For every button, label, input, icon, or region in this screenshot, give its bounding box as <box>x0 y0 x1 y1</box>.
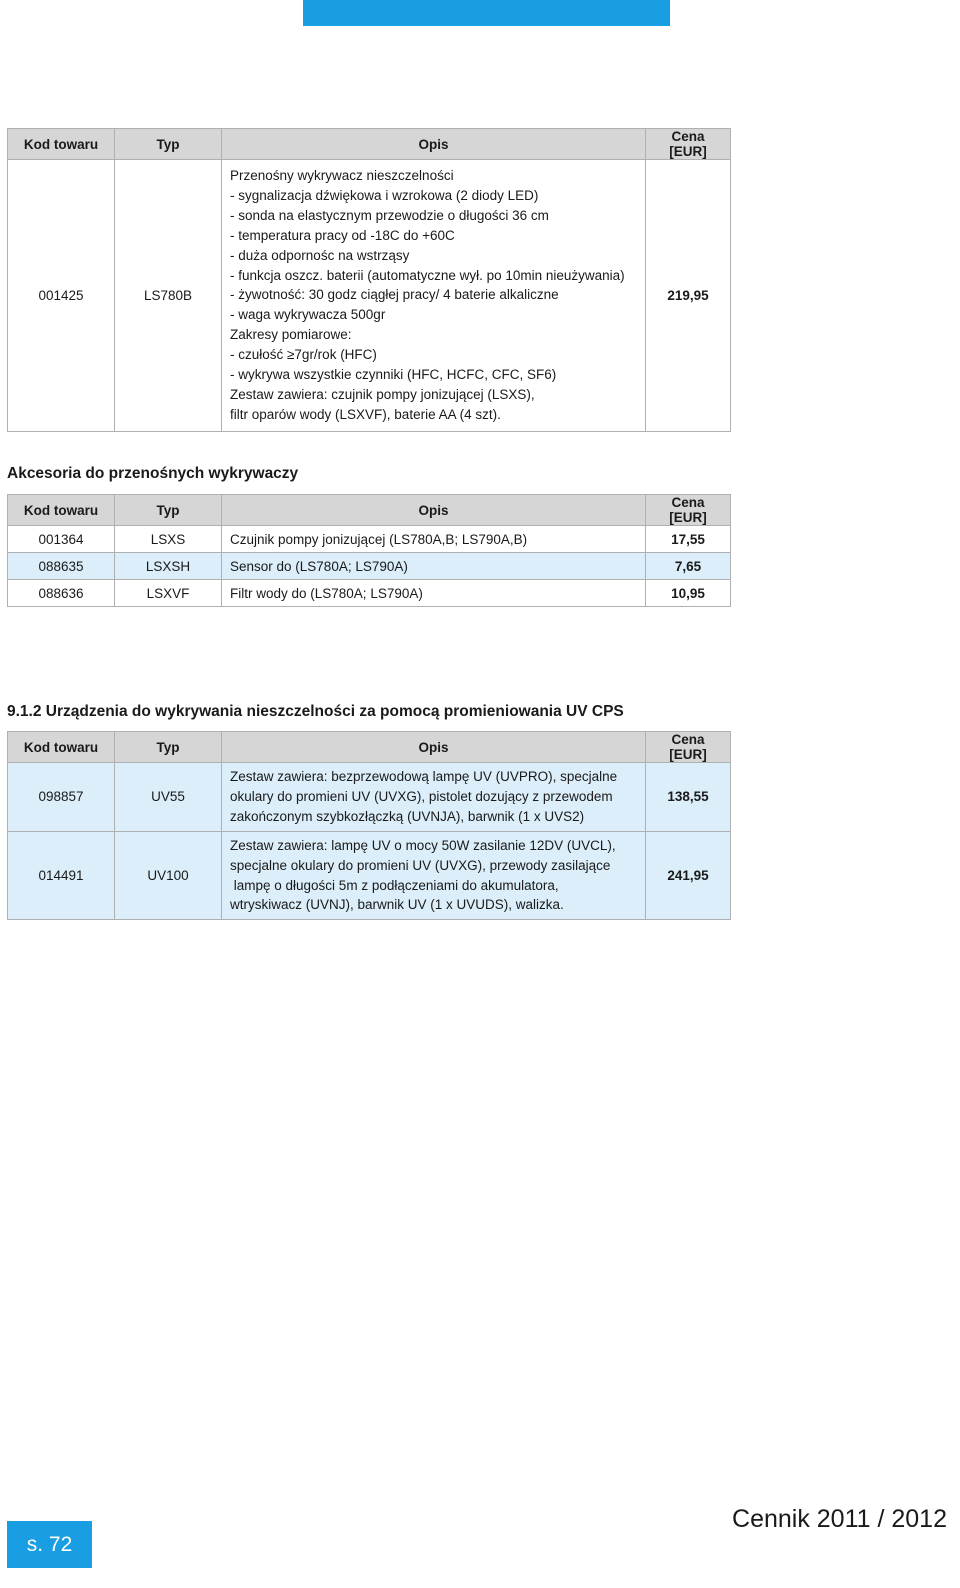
footer-title: Cennik 2011 / 2012 <box>732 1505 947 1533</box>
desc-line: Zestaw zawiera: lampę UV o mocy 50W zasilanie 12DV (UVCL), <box>230 837 616 853</box>
cell-code: 001425 <box>8 160 115 432</box>
desc-line: - duża odpornośc na wstrząsy <box>230 247 410 263</box>
table-row <box>8 553 731 580</box>
header-code: Kod towaru <box>8 732 115 763</box>
header-desc: Opis <box>222 129 646 160</box>
cell-desc: Sensor do (LS780A; LS790A) <box>222 553 646 580</box>
cell-price: 219,95 <box>646 160 731 432</box>
desc-line: - temperatura pracy od -18C do +60C <box>230 227 455 243</box>
desc-line: - wykrywa wszystkie czynniki (HFC, HCFC, CFC, SF6) <box>230 367 557 383</box>
desc-line: Zakresy pomiarowe: <box>230 327 352 343</box>
cell-price: 17,55 <box>646 526 731 553</box>
header-price: Cena [EUR] <box>646 732 731 763</box>
cell-code: 014491 <box>8 831 115 920</box>
header-price: Cena [EUR] <box>646 129 731 160</box>
desc-line: zakończonym szybkozłączką (UVNJA), barwnik (1 x UVS2) <box>230 808 585 824</box>
table-row <box>8 831 731 920</box>
cell-type: UV100 <box>115 831 222 920</box>
header-desc: Opis <box>222 732 646 763</box>
cell-price: 10,95 <box>646 580 731 607</box>
table-row <box>8 580 731 607</box>
section-title-accessories: Akcesoria do przenośnych wykrywaczy <box>7 465 299 482</box>
page-number: s. 72 <box>26 1532 73 1556</box>
cell-type: UV55 <box>115 763 222 832</box>
desc-line: Zestaw zawiera: bezprzewodową lampę UV (UVPRO), specjalne <box>230 769 618 784</box>
table-row <box>8 763 731 832</box>
top-blue-bar <box>303 0 670 26</box>
header-code: Kod towaru <box>8 495 115 526</box>
cell-code: 098857 <box>8 763 115 832</box>
cell-type: LSXS <box>115 526 222 553</box>
cell-desc <box>222 160 646 432</box>
desc-line: lampę o długości 5m z podłączeniami do akumulatora, <box>230 877 559 893</box>
desc-line: specjalne okulary do promieni UV (UVXG), przewody zasilające <box>230 857 611 873</box>
table-row <box>8 526 731 553</box>
cell-desc: Filtr wody do (LS780A; LS790A) <box>222 580 646 607</box>
desc-line: wtryskiwacz (UVNJ), barwnik UV (1 x UVUDS), walizka. <box>230 897 564 913</box>
desc-line: - sonda na elastycznym przewodzie o długości 36 cm <box>230 207 549 223</box>
desc-line: - funkcja oszcz. baterii (automatyczne wył. po 10min nieużywania) <box>230 267 625 283</box>
header-type: Typ <box>115 732 222 763</box>
header-code: Kod towaru <box>8 129 115 160</box>
cell-type: LSXSH <box>115 553 222 580</box>
cell-price: 7,65 <box>646 553 731 580</box>
table-row <box>8 160 731 432</box>
desc-line: - żywotność: 30 godz ciągłej pracy/ 4 baterie alkaliczne <box>230 287 559 303</box>
section-title-uv: 9.1.2 Urządzenia do wykrywania nieszczelności za pomocą promieniowania UV CPS <box>7 703 624 720</box>
cell-desc: Czujnik pompy jonizującej (LS780A,B; LS790A,B) <box>222 526 646 553</box>
cell-type: LSXVF <box>115 580 222 607</box>
header-desc: Opis <box>222 495 646 526</box>
cell-code: 001364 <box>8 526 115 553</box>
header-price: Cena [EUR] <box>646 495 731 526</box>
product-table-ls780b <box>7 128 731 432</box>
desc-line: - czułość ≥7gr/rok (HFC) <box>230 347 377 363</box>
desc-line: Przenośny wykrywacz nieszczelności <box>230 168 454 183</box>
cell-type: LS780B <box>115 160 222 432</box>
desc-line: filtr oparów wody (LSXVF), baterie AA (4 szt). <box>230 406 501 422</box>
desc-line: okulary do promieni UV (UVXG), pistolet dozujący z przewodem <box>230 788 613 804</box>
cell-desc <box>222 831 646 920</box>
page-number-badge <box>7 1521 92 1568</box>
cell-price: 138,55 <box>646 763 731 832</box>
uv-products-table <box>7 731 731 920</box>
cell-code: 088636 <box>8 580 115 607</box>
accessories-table <box>7 494 731 607</box>
cell-code: 088635 <box>8 553 115 580</box>
desc-line: - sygnalizacja dźwiękowa i wzrokowa (2 diody LED) <box>230 187 539 203</box>
header-type: Typ <box>115 495 222 526</box>
header-type: Typ <box>115 129 222 160</box>
desc-line: Zestaw zawiera: czujnik pompy jonizującej (LSXS), <box>230 386 535 402</box>
desc-line: - waga wykrywacza 500gr <box>230 307 386 323</box>
cell-desc <box>222 763 646 832</box>
cell-price: 241,95 <box>646 831 731 920</box>
